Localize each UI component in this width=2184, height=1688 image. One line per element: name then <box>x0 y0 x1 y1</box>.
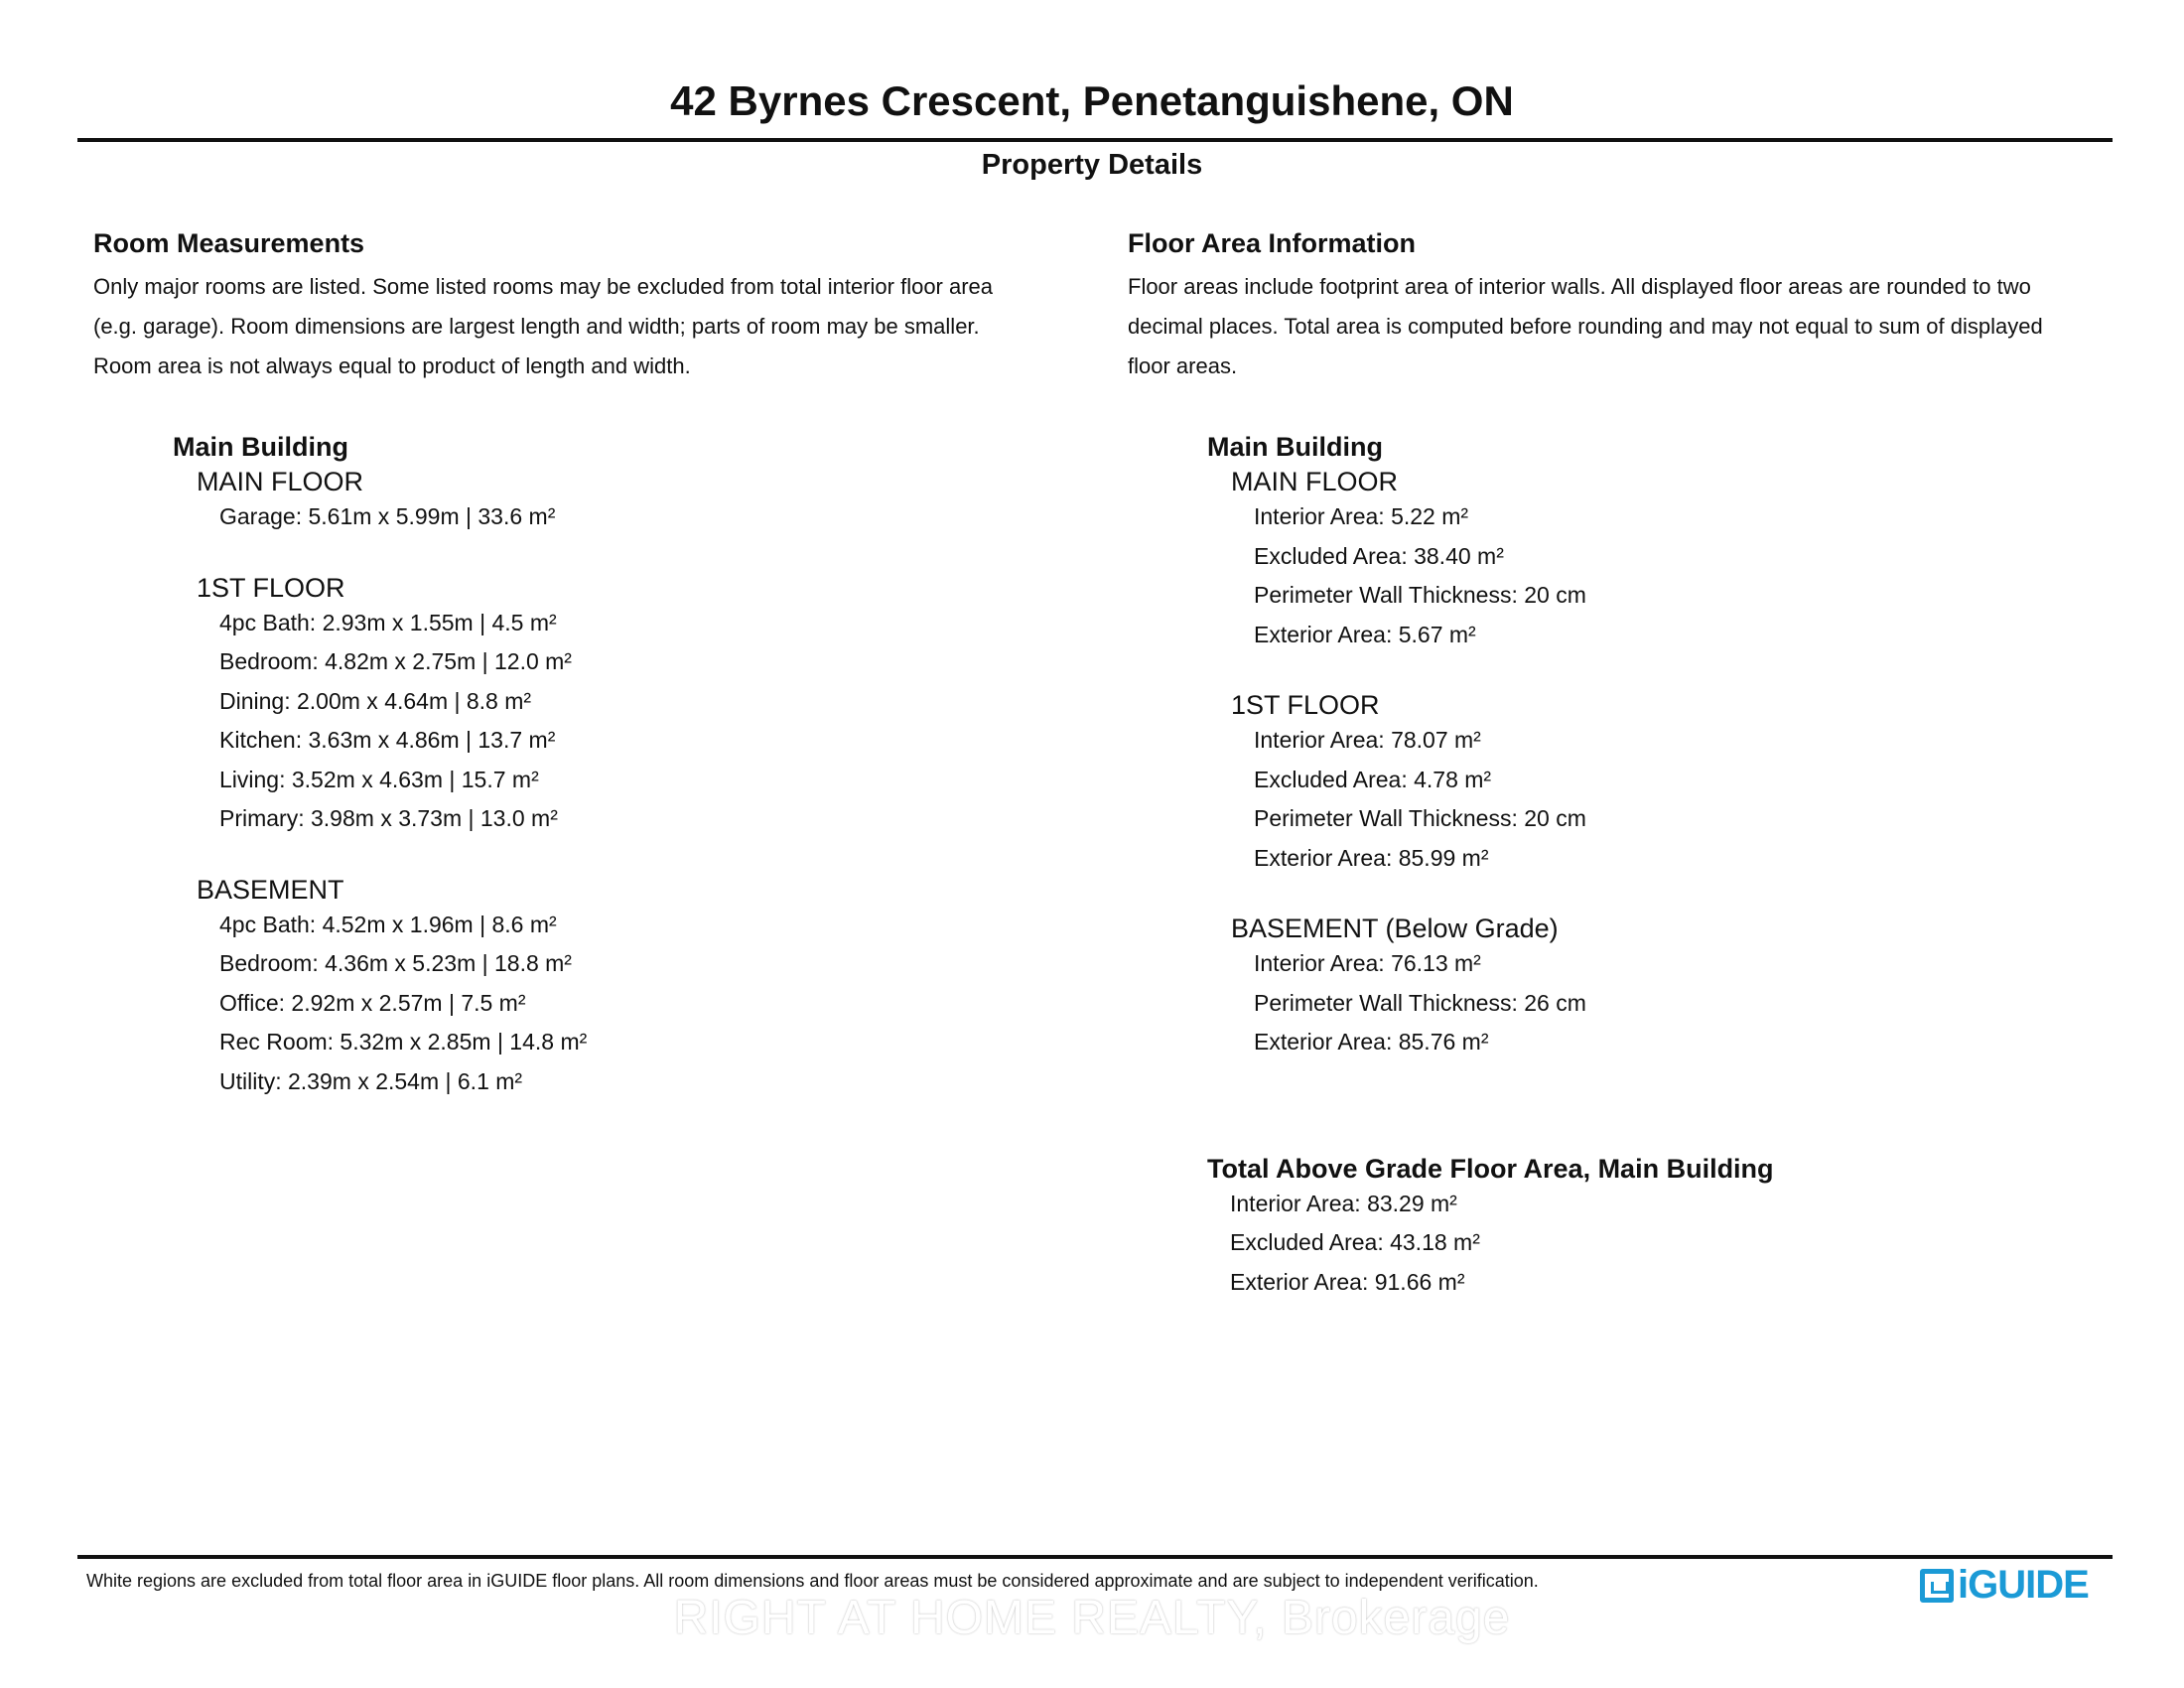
room-line: 4pc Bath: 4.52m x 1.96m | 8.6 m² <box>219 911 557 937</box>
page-title: 42 Byrnes Crescent, Penetanguishene, ON <box>670 77 1514 124</box>
brokerage-watermark: RIGHT AT HOME REALTY, Brokerage <box>673 1592 1511 1644</box>
floor-heading: BASEMENT <box>197 874 344 905</box>
area-line: Perimeter Wall Thickness: 20 cm <box>1254 582 1586 608</box>
area-line: Interior Area: 76.13 m² <box>1254 950 1481 976</box>
total-area-line: Interior Area: 83.29 m² <box>1230 1190 1457 1216</box>
building-heading: Main Building <box>173 432 348 462</box>
room-line: Primary: 3.98m x 3.73m | 13.0 m² <box>219 805 558 831</box>
area-line: Exterior Area: 85.76 m² <box>1254 1029 1489 1055</box>
room-line: Bedroom: 4.36m x 5.23m | 18.8 m² <box>219 950 572 976</box>
floor-area-intro-line: floor areas. <box>1128 353 1238 378</box>
floor-area-section <box>1128 228 2140 1302</box>
area-line: Perimeter Wall Thickness: 26 cm <box>1254 989 1586 1016</box>
area-line: Excluded Area: 4.78 m² <box>1254 766 1492 792</box>
area-line: Excluded Area: 38.40 m² <box>1254 542 1504 569</box>
room-line: Garage: 5.61m x 5.99m | 33.6 m² <box>219 503 556 529</box>
room-line: Utility: 2.39m x 2.54m | 6.1 m² <box>219 1067 523 1094</box>
total-area-line: Excluded Area: 43.18 m² <box>1230 1229 1480 1255</box>
total-area-line: Exterior Area: 91.66 m² <box>1230 1268 1465 1295</box>
room-line: Office: 2.92m x 2.57m | 7.5 m² <box>219 989 526 1016</box>
room-line: Bedroom: 4.82m x 2.75m | 12.0 m² <box>219 648 572 674</box>
floor-heading: MAIN FLOOR <box>1231 467 1399 496</box>
total-area-heading: Total Above Grade Floor Area, Main Building <box>1207 1153 1774 1184</box>
iguide-logo-icon <box>1920 1569 1954 1603</box>
room-measurements-intro-line: Room area is not always equal to product of length and width. <box>93 353 691 378</box>
area-line: Interior Area: 78.07 m² <box>1254 727 1481 753</box>
footer-divider <box>77 1555 2113 1559</box>
title-divider <box>77 138 2113 142</box>
iguide-logo <box>1920 1563 2089 1608</box>
floor-heading: MAIN FLOOR <box>197 467 364 496</box>
area-line: Perimeter Wall Thickness: 20 cm <box>1254 805 1586 831</box>
room-measurements-intro-line: (e.g. garage). Room dimensions are largest length and width; parts of room may be smaller. <box>93 314 980 339</box>
floor-area-intro-line: decimal places. Total area is computed before rounding and may not equal to sum of displayed <box>1128 314 2043 339</box>
room-line: Living: 3.52m x 4.63m | 15.7 m² <box>219 766 539 792</box>
floor-heading: 1ST FLOOR <box>197 572 345 603</box>
floor-area-intro-line: Floor areas include footprint area of interior walls. All displayed floor areas are rounded to two <box>1128 274 2031 299</box>
iguide-logo-text: iGUIDE <box>1958 1563 2089 1607</box>
page-subtitle: Property Details <box>981 149 1203 181</box>
area-line: Interior Area: 5.22 m² <box>1254 503 1469 529</box>
area-line: Exterior Area: 5.67 m² <box>1254 621 1476 647</box>
area-line: Exterior Area: 85.99 m² <box>1254 844 1489 871</box>
floor-area-heading: Floor Area Information <box>1128 228 1417 258</box>
room-measurements-section <box>93 228 1086 1101</box>
floor-heading: 1ST FLOOR <box>1231 690 1380 720</box>
room-line: Dining: 2.00m x 4.64m | 8.8 m² <box>219 687 532 714</box>
room-measurements-heading: Room Measurements <box>93 228 365 258</box>
footer-disclaimer: White regions are excluded from total floor area in iGUIDE floor plans. All room dimensions and floor areas must be considered approximate and are subject to independent verification. <box>86 1571 1539 1591</box>
room-line: Kitchen: 3.63m x 4.86m | 13.7 m² <box>219 727 556 753</box>
floor-heading: BASEMENT (Below Grade) <box>1231 914 1559 943</box>
building-heading: Main Building <box>1207 432 1383 462</box>
room-measurements-intro-line: Only major rooms are listed. Some listed rooms may be excluded from total interior floor area <box>93 274 994 299</box>
room-line: 4pc Bath: 2.93m x 1.55m | 4.5 m² <box>219 609 557 635</box>
room-line: Rec Room: 5.32m x 2.85m | 14.8 m² <box>219 1029 588 1055</box>
